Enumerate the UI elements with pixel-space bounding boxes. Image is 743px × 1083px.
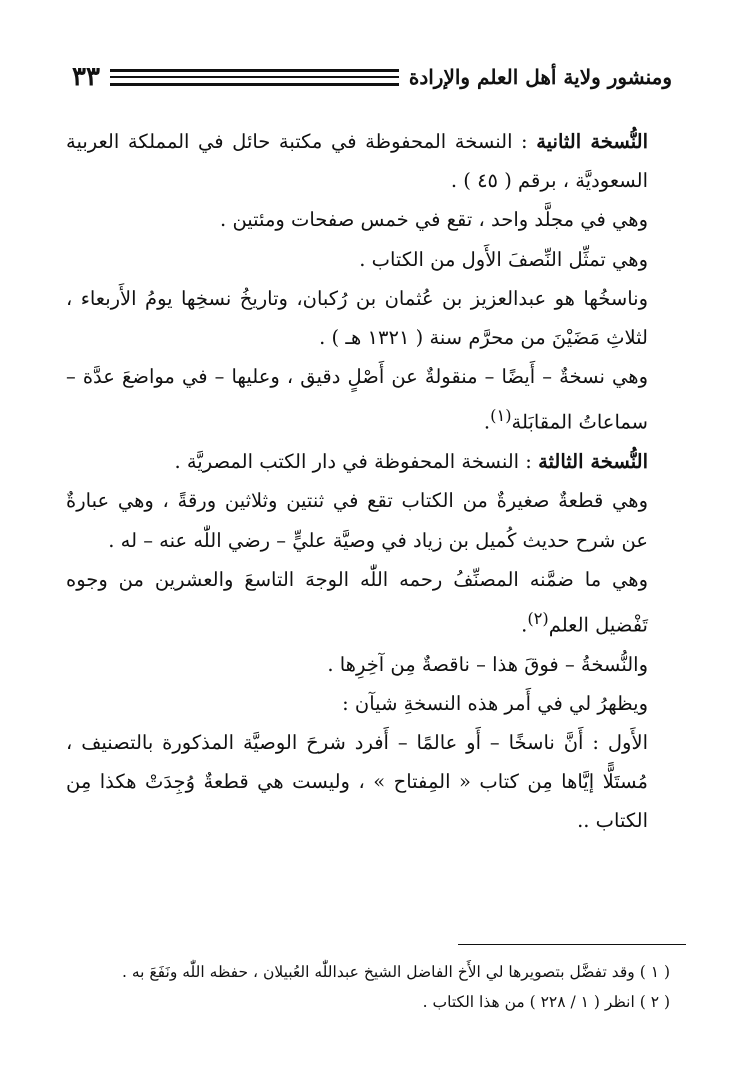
page-body <box>66 122 680 841</box>
paragraph: الأَول : أَنَّ ناسخًا – أَو عالمًا – أَفرد شرحَ الوصيَّة المذكورة بالتصنيف ، مُستَلًّا إيَّاها مِن كتاب « المِفتاح » ، وليست هي قطعةٌ وُجِدَتْ هكذا مِن الكتاب .. <box>66 731 648 833</box>
third-copy-text: : النسخة المحفوظة في دار الكتب المصريَّة . <box>174 450 539 474</box>
paragraph: والنُّسخةُ – فوقَ هذا – ناقصةٌ مِن آخِرِها . <box>327 652 648 676</box>
paragraph: وهي تمثِّل النِّصفَ الأَول من الكتاب . <box>359 247 648 271</box>
running-title: ومنشور ولاية أهل العلم والإرادة <box>408 65 672 89</box>
footnotes <box>66 957 680 1017</box>
paragraph-second-copy <box>66 122 680 200</box>
footnote-1: ( ١ ) وقد تفضَّل بتصويرها لي الأَخ الفاضل الشيخ عبداللّٰه العُبيلان ، حفظه اللّٰه ونَفَعَ به . <box>122 963 670 981</box>
paragraph-with-footnote-2 <box>66 560 680 645</box>
footnote-separator <box>458 944 686 945</box>
paragraph-text: وهي نسخةٌ – أَيضًا – منقولةٌ عن أَصْلٍ دقيق ، وعليها – في مواضعَ عدَّة – سماعاتُ المقابَلة <box>66 365 648 434</box>
second-copy-text: : النسخة المحفوظة في مكتبة حائل في المملكة العربية السعوديَّة ، برقم ( ٤٥ ) . <box>66 130 648 193</box>
footnote-ref-2: (٢) <box>527 608 549 628</box>
paragraph: وهي في مجلَّد واحد ، تقع في خمس صفحات ومئتين . <box>220 208 648 232</box>
footnote-2: ( ٢ ) انظر ( ١ / ٢٢٨ ) من هذا الكتاب . <box>422 993 670 1011</box>
page-header <box>72 58 672 96</box>
third-copy-label: النُّسخة الثالثة <box>538 450 648 474</box>
paragraph: وناسخُها هو عبدالعزيز بن عُثمان بن رُكبان، وتاريخُ نسخِها يومُ الأَربعاء ، لثلاثِ مَضَيْنَ من محرَّم سنة ( ١٣٢١ هـ ) . <box>66 286 648 350</box>
header-rule <box>110 69 399 86</box>
paragraph-with-footnote-1 <box>66 357 680 442</box>
paragraph-third-copy <box>66 442 680 481</box>
paragraph-end: . <box>483 410 491 434</box>
paragraph-text: وهي ما ضمَّنه المصنِّفُ رحمه اللّٰه الوجهَ التاسعَ والعشرين من وجوه تَفْضيل العلم <box>66 567 648 637</box>
second-copy-label: النُّسخة الثانية <box>536 130 648 153</box>
page-number: ٣٣ <box>72 62 100 92</box>
paragraph-end: . <box>521 613 528 637</box>
paragraph: وهي قطعةٌ صغيرةٌ من الكتاب تقع في ثنتين وثلاثين ورقةً ، وهي عبارةٌ عن شرح حديث كُميل بن زياد في وصيَّة عليٍّ – رضي اللّٰه عنه – له . <box>66 489 648 552</box>
paragraph: ويظهرُ لي في أَمر هذه النسخةِ شيآن : <box>342 691 648 715</box>
footnote-ref-1: (١) <box>490 406 512 426</box>
